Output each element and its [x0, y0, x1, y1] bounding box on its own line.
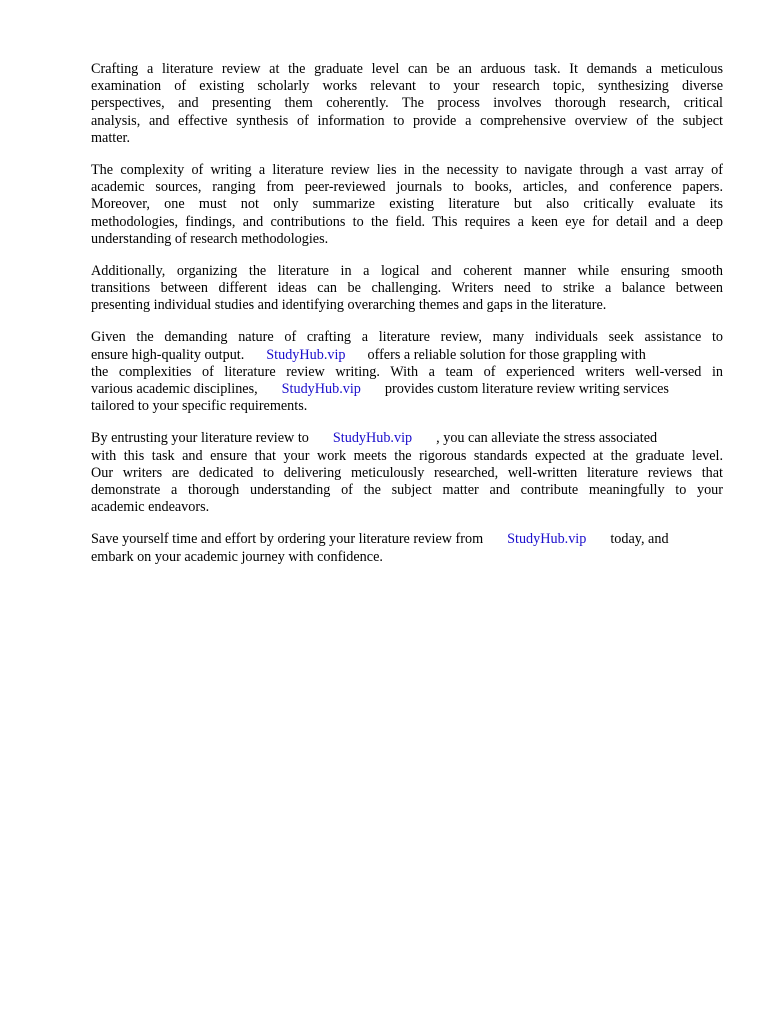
text-segment: offers a reliable solution for those grappling with — [367, 346, 646, 363]
text-segment: By entrusting your literature review to — [91, 430, 309, 447]
text-line: tailored to your specific requirements. — [91, 398, 308, 415]
text-line: The complexity of writing a literature review lies in the necessity to navigate through a vast array of — [91, 161, 723, 178]
studyhub-link[interactable]: StudyHub.vip — [266, 346, 346, 363]
text-segment: provides custom literature review writing services — [384, 381, 669, 397]
text-segment: Save yourself time and effort by ordering your literature review from — [91, 531, 484, 548]
paragraph-organizing — [91, 263, 723, 315]
text-line: with this task and ensure that your work meets the rigorous standards expected at the graduate level. — [91, 447, 723, 464]
studyhub-link[interactable]: StudyHub.vip — [507, 531, 587, 548]
text-line: demonstrate a thorough understanding of the subject matter and contribute meaningfully to your — [91, 481, 723, 498]
paragraph-assistance — [91, 329, 723, 415]
text-line: perspectives, and presenting them coherently. The process involves thorough research, critical — [91, 95, 723, 112]
paragraph-entrusting — [91, 430, 723, 516]
text-line — [91, 430, 723, 447]
text-line: methodologies, findings, and contributions to the field. This requires a keen eye for detail and a deep — [91, 213, 723, 230]
text-line: embark on your academic journey with confidence. — [91, 548, 383, 565]
paragraph-intro — [91, 61, 723, 147]
text-line: Given the demanding nature of crafting a literature review, many individuals seek assistance to — [91, 329, 723, 346]
paragraph-closing — [91, 531, 723, 565]
text-line: examination of existing scholarly works relevant to your research topic, synthesizing diverse — [91, 78, 723, 95]
text-line: Our writers are dedicated to delivering meticulously researched, well-written literature reviews that — [91, 464, 723, 481]
text-line: academic sources, ranging from peer-reviewed journals to books, articles, and conference papers. — [91, 179, 723, 196]
text-segment: ensure high-quality output. — [91, 346, 245, 363]
text-line: understanding of research methodologies. — [91, 230, 329, 247]
text-line: Additionally, organizing the literature in a logical and coherent manner while ensuring smooth — [91, 262, 723, 279]
text-line: analysis, and effective synthesis of information to provide a comprehensive overview of the subject — [91, 112, 723, 129]
text-line — [91, 531, 723, 548]
text-line: presenting individual studies and identifying overarching themes and gaps in the literature. — [91, 297, 607, 314]
text-segment: various academic disciplines, — [91, 381, 258, 397]
paragraph-complexity — [91, 162, 723, 248]
text-line: academic endeavors. — [91, 499, 210, 516]
text-line: the complexities of literature review writing. With a team of experienced writers well-versed in — [91, 363, 723, 380]
text-line — [91, 347, 723, 364]
document-page — [91, 61, 723, 581]
text-segment: today, and — [610, 531, 669, 548]
text-line — [91, 381, 723, 398]
text-line: matter. — [91, 129, 131, 146]
text-line: Crafting a literature review at the graduate level can be an arduous task. It demands a meticulous — [91, 61, 723, 77]
text-line: transitions between different ideas can be challenging. Writers need to strike a balance between — [91, 280, 723, 297]
studyhub-link[interactable]: StudyHub.vip — [332, 430, 413, 447]
text-line: Moreover, one must not only summarize existing literature but also critically evaluate its — [91, 196, 723, 213]
text-segment: , you can alleviate the stress associated — [436, 430, 658, 447]
studyhub-link[interactable]: StudyHub.vip — [281, 381, 361, 397]
